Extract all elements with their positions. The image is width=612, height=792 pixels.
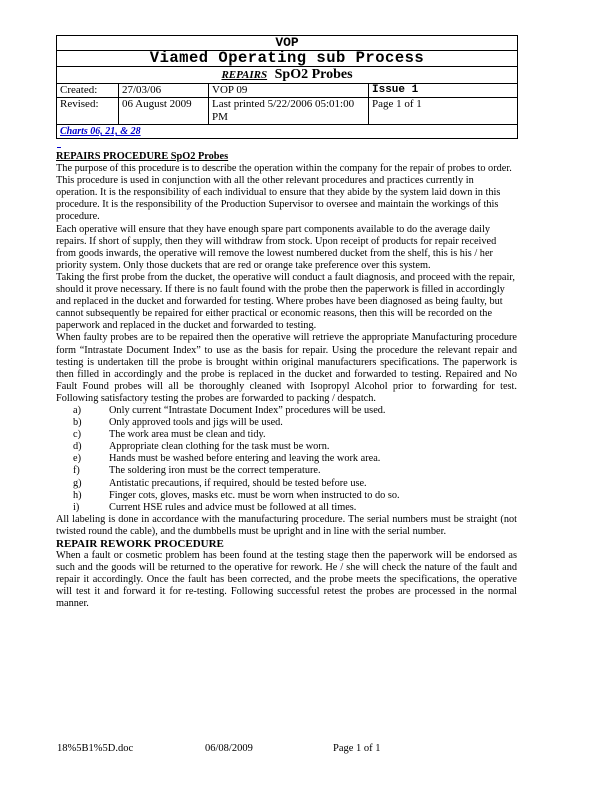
list-text: Current HSE rules and advice must be followed at all times. bbox=[109, 501, 357, 513]
charts-link[interactable]: Charts 06, 21, & 28 bbox=[60, 126, 141, 137]
rework-paragraph: When a fault or cosmetic problem has been found at the testing stage then the paperwork will be endorsed as such and the goods will be returned to the operative for rework. He / she will check the nature of the fault and repair it accordingly. Once the fault has been corrected, and the probe meets the specifications, the operative will test it and forward it for re-testing. Following successful retest the probes are processed in the normal manner. bbox=[56, 550, 517, 610]
document-header-table bbox=[56, 35, 518, 139]
list-text: Antistatic precautions, if required, should be tested before use. bbox=[109, 477, 367, 489]
list-marker: f) bbox=[73, 465, 80, 477]
list-marker: g) bbox=[73, 477, 82, 489]
list-item bbox=[56, 490, 517, 502]
list-marker: i) bbox=[73, 501, 80, 513]
vop-label: VOP bbox=[57, 36, 518, 51]
spare-parts-paragraph: Each operative will ensure that they have enough spare part components available to do the average daily repairs. If short of supply, then they will withdraw from stock. Upon receipt of products for repair received from goods inwards, the operative will remove the lowest numbered ducket from the shelf, this is his / her priority system. Only those duckets that are red or orange take preference over this system. bbox=[56, 223, 497, 271]
doc-number: VOP 09 bbox=[209, 84, 369, 98]
list-item bbox=[56, 478, 517, 490]
page-count: Page 1 of 1 bbox=[369, 98, 518, 125]
subtitle-prefix: REPAIRS bbox=[221, 69, 268, 81]
charts-row bbox=[57, 125, 518, 139]
list-marker: e) bbox=[73, 453, 81, 465]
document-subtitle bbox=[57, 67, 518, 84]
purpose-paragraph: The purpose of this procedure is to describe the operation within the company for the repair of probes to order. This procedure is used in conjunction with all the other relevant procedures and practices currently in operation. It is the responsibility of each individual to ensure that they abide by the system laid down in this procedure. It is the responsibility of the Production Supervisor to oversee and maintain the workings of this procedure. bbox=[56, 163, 512, 223]
list-item bbox=[56, 453, 517, 465]
list-item bbox=[56, 465, 517, 477]
list-text: Hands must be washed before entering and leaving the work area. bbox=[109, 453, 381, 465]
list-item bbox=[56, 417, 517, 429]
repairs-procedure-heading: REPAIRS PROCEDURE SpO2 Probes bbox=[56, 151, 229, 162]
list-marker: h) bbox=[73, 489, 82, 501]
list-text: Finger cots, gloves, masks etc. must be worn when instructed to do so. bbox=[109, 489, 400, 501]
footer-date: 06/08/2009 bbox=[205, 743, 253, 754]
created-value: 27/03/06 bbox=[119, 84, 209, 98]
faulty-probes-paragraph: When faulty probes are to be repaired then the operative will retrieve the appropriate Manufacturing procedure form “Intrastate Document Index” to use as the basis for repair. Using the procedure the relevant repair and testing is undertaken till the probe is brought within original manufacturers specifications. The paperwork is then filled in accordingly and the probe is replaced in the ducket and forwarded to testing. Repaired and No Fault Found probes will all be thoroughly cleaned with Isopropyl Alcohol prior to forwarding for test. Following satisfactory testing the probes are forwarded to packing / despatch. bbox=[56, 332, 517, 404]
list-marker: d) bbox=[73, 441, 82, 453]
list-item bbox=[56, 441, 517, 453]
rework-procedure-heading: REPAIR REWORK PROCEDURE bbox=[56, 538, 224, 550]
document-page bbox=[56, 35, 516, 611]
last-printed: Last printed 5/22/2006 05:01:00 PM bbox=[209, 98, 369, 125]
requirements-list bbox=[56, 405, 517, 514]
list-text: Only approved tools and jigs will be used. bbox=[109, 417, 283, 429]
footer-filename: 18%5B1%5D.doc bbox=[57, 743, 134, 754]
list-item bbox=[56, 405, 517, 417]
list-text: The soldering iron must be the correct temperature. bbox=[109, 465, 321, 477]
document-title: Viamed Operating sub Process bbox=[57, 51, 518, 67]
list-marker: b) bbox=[73, 417, 82, 429]
created-label: Created: bbox=[57, 84, 119, 98]
fault-diagnosis-paragraph: Taking the first probe from the ducket, the operative will conduct a fault diagnosis, and proceed with the repair, should it prove necessary. If there is no fault found with the probe then the paperwork is filled in accordingly and replaced in the ducket and forwarded for testing. Where probes have been diagnosed as being faulty, but cannot subsequently be repaired for either practical or economic reasons, then this will be recorded on the paperwork and replaced in the ducket and forwarded to testing. bbox=[56, 271, 515, 332]
list-text: Only current “Intrastate Document Index” procedures will be used. bbox=[109, 404, 386, 416]
document-body bbox=[56, 151, 517, 611]
subtitle-main: SpO2 Probes bbox=[274, 67, 353, 82]
revised-label: Revised: bbox=[57, 98, 119, 125]
list-item bbox=[56, 429, 517, 441]
labeling-paragraph: All labeling is done in accordance with the manufacturing procedure. The serial numbers must be straight (not twisted round the cable), and the dumbbells must be upright and in line with the serial number. bbox=[56, 513, 517, 537]
revised-value: 06 August 2009 bbox=[119, 98, 209, 125]
list-item bbox=[56, 502, 517, 514]
footer-page: Page 1 of 1 bbox=[333, 743, 381, 754]
issue-number: Issue 1 bbox=[369, 84, 518, 98]
list-text: Appropriate clean clothing for the task must be worn. bbox=[109, 441, 330, 453]
list-marker: c) bbox=[73, 429, 81, 441]
link-dash-mark bbox=[57, 147, 61, 148]
list-marker: a) bbox=[73, 404, 81, 416]
list-text: The work area must be clean and tidy. bbox=[109, 429, 266, 441]
